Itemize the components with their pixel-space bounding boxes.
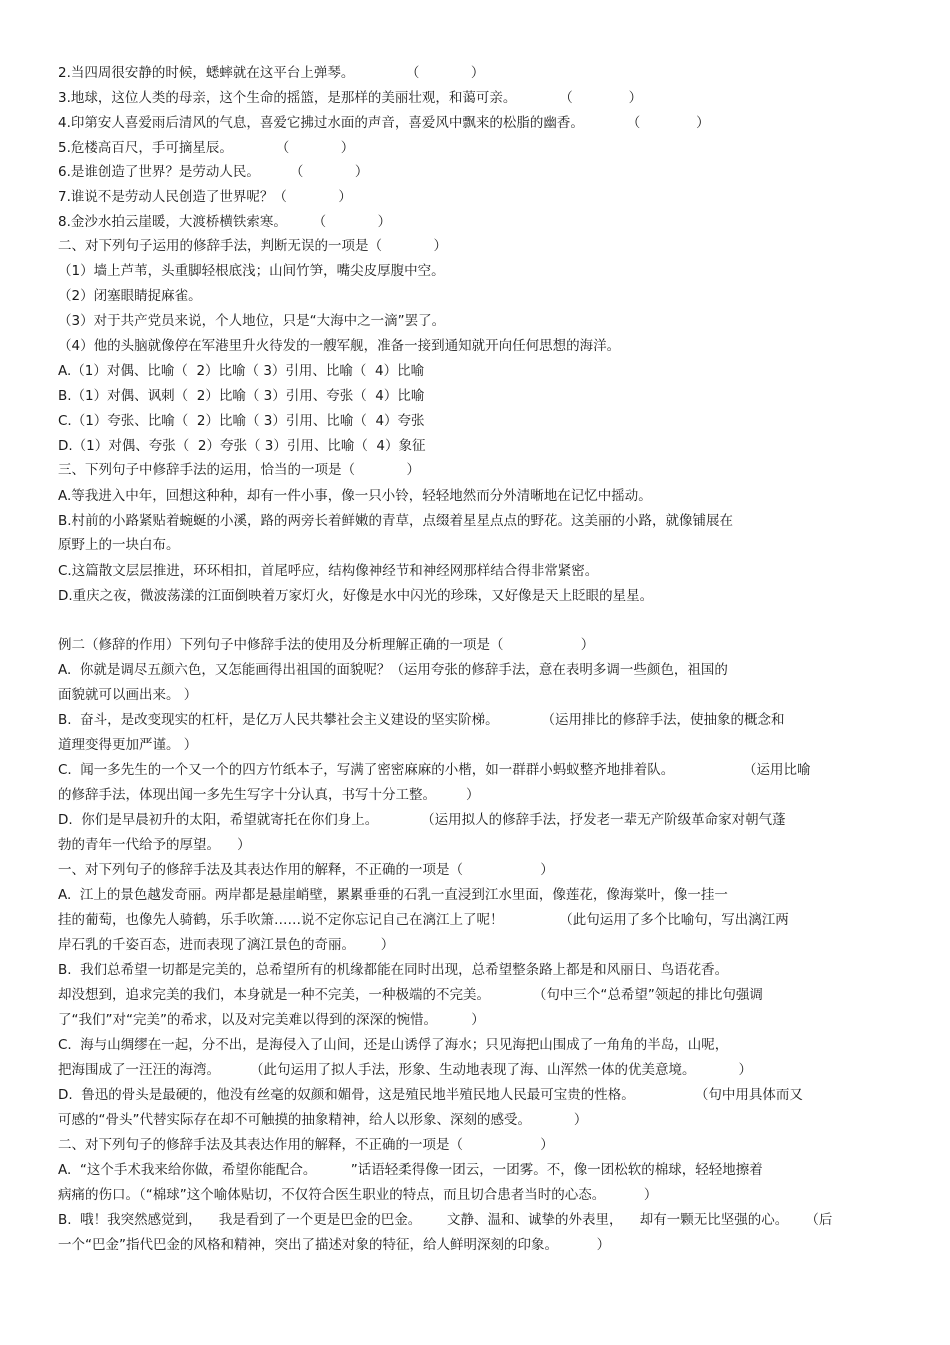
- text-line: 挂的葡萄，也像先人骑鹤，乐手吹箫……说不定你忘记自己在漓江上了呢！ （此句运用了多个比喻句，写出漓江两: [58, 912, 789, 928]
- text-line: 岸石乳的千姿百态，进而表现了漓江景色的奇丽。 ）: [58, 937, 395, 953]
- text-line: B.村前的小路紧贴着蜿蜒的小溪，路的两旁长着鲜嫩的青草，点缀着星星点点的野花。这美丽的小路，就像铺展在: [58, 513, 734, 529]
- text-line: D. 你们是早晨初升的太阳，希望就寄托在你们身上。 （运用拟人的修辞手法，抒发老一辈无产阶级革命家对朝气蓬: [58, 812, 786, 828]
- text-line: 了“我们”对“完美”的希求，以及对完美难以得到的深深的惋惜。 ）: [58, 1012, 485, 1028]
- text-line: 病痛的伤口。（“棉球”这个喻体贴切，不仅符合医生职业的特点，而且切合患者当时的心态。 ）: [58, 1187, 658, 1203]
- text-line: 一、对下列句子的修辞手法及其表达作用的解释，不正确的一项是（ ）: [58, 862, 554, 878]
- text-line: C.这篇散文层层推进，环环相扣，首尾呼应，结构像神经节和神经网那样结合得非常紧密。: [58, 563, 599, 579]
- text-line: （3）对于共产党员来说，个人地位，只是“大海中之一滴”罢了。: [58, 313, 446, 329]
- text-line: D. 鲁迅的骨头是最硬的，他没有丝毫的奴颜和媚骨，这是殖民地半殖民地人民最可宝贵的性格。 （句中用具体而又: [58, 1087, 803, 1103]
- text-line: （1）墙上芦苇，头重脚轻根底浅；山间竹笋，嘴尖皮厚腹中空。: [58, 263, 445, 279]
- text-line: B.（1）对偶、讽刺（ 2）比喻（ 3）引用、夸张（ 4）比喻: [58, 388, 425, 404]
- text-line: 6.是谁创造了世界？是劳动人民。 （ ）: [58, 164, 369, 180]
- text-line: B. 奋斗，是改变现实的杠杆，是亿万人民共攀社会主义建设的坚实阶梯。 （运用排比的修辞手法，使抽象的概念和: [58, 712, 785, 728]
- text-line: C. 闻一多先生的一个又一个的四方竹纸本子，写满了密密麻麻的小楷，如一群群小蚂蚁整齐地排着队。 （运用比喻: [58, 762, 811, 778]
- text-line: 4.印第安人喜爱雨后清风的气息，喜爱它拂过水面的声音，喜爱风中飘来的松脂的幽香。 （ ）: [58, 115, 710, 131]
- text-line: 原野上的一块白布。: [58, 537, 180, 553]
- text-line: A.（1）对偶、比喻（ 2）比喻（ 3）引用、比喻（ 4）比喻: [58, 363, 425, 379]
- text-line: 二、对下列句子的修辞手法及其表达作用的解释，不正确的一项是（ ）: [58, 1137, 554, 1153]
- text-line: 可感的“骨头”代替实际存在却不可触摸的抽象精神，给人以形象、深刻的感受。 ）: [58, 1112, 588, 1128]
- text-line: A. 江上的景色越发奇丽。两岸都是悬崖峭壁，累累垂垂的石乳一直浸到江水里面，像莲花，像海棠叶，像一挂一: [58, 887, 728, 903]
- text-line: （4）他的头脑就像停在军港里升火待发的一艘军舰，准备一接到通知就开向任何思想的海洋。: [58, 338, 621, 354]
- text-line: A. 你就是调尽五颜六色，又怎能画得出祖国的面貌呢？（运用夸张的修辞手法，意在表明多调一些颜色，祖国的: [58, 662, 728, 678]
- text-line: 2.当四周很安静的时候，蟋蟀就在这平台上弹琴。 （ ）: [58, 65, 485, 81]
- text-line: （2）闭塞眼睛捉麻雀。: [58, 288, 202, 304]
- text-line: A.等我进入中年，回想这种种，却有一件小事，像一只小铃，轻轻地然而分外清晰地在记忆中摇动。: [58, 488, 652, 504]
- text-line: 7.谁说不是劳动人民创造了世界呢？（ ）: [58, 189, 352, 205]
- text-line: 例二（修辞的作用）下列句子中修辞手法的使用及分析理解正确的一项是（ ）: [58, 637, 595, 653]
- text-line: D.（1）对偶、夸张（ 2）夸张（ 3）引用、比喻（ 4）象征: [58, 438, 426, 454]
- text-line: C.（1）夸张、比喻（ 2）比喻（ 3）引用、比喻（ 4）夸张: [58, 413, 425, 429]
- text-line: 8.金沙水拍云崖暖，大渡桥横铁索寒。 （ ）: [58, 214, 392, 230]
- text-line: C. 海与山绸缪在一起，分不出，是海侵入了山间，还是山诱俘了海水；只见海把山围成了一角角的半岛，山呢，: [58, 1037, 729, 1053]
- text-line: B. 我们总希望一切都是完美的，总希望所有的机缘都能在同时出现，总希望整条路上都是和风丽日、鸟语花香。: [58, 962, 729, 978]
- text-line: 面貌就可以画出来。 ）: [58, 687, 198, 703]
- text-line: 的修辞手法，体现出闻一多先生写字十分认真，书写十分工整。 ）: [58, 787, 480, 803]
- text-line: 把海围成了一汪汪的海湾。 （此句运用了拟人手法，形象、生动地表现了海、山浑然一体的优美意境。 ）: [58, 1062, 752, 1078]
- text-line: 5.危楼高百尺，手可摘星辰。 （ ）: [58, 140, 355, 156]
- text-line: 道理变得更加严谨。 ）: [58, 737, 198, 753]
- text-line: 却没想到，追求完美的我们，本身就是一种不完美，一种极端的不完美。 （句中三个“总希望”领起的排比句强调: [58, 987, 763, 1003]
- text-line: 一个“巴金”指代巴金的风格和精神，突出了描述对象的特征，给人鲜明深刻的印象。 ）: [58, 1237, 611, 1253]
- text-line: B. 哦！我突然感觉到， 我是看到了一个更是巴金的巴金。 文静、温和、诚挚的外表里， 却有一颗无比坚强的心。 （后: [58, 1212, 833, 1228]
- text-line: A. “这个手术我来给你做，希望你能配合。 ”话语轻柔得像一团云，一团雾。不，像一团松软的棉球，轻轻地擦着: [58, 1162, 763, 1178]
- text-line: 勃的青年一代给予的厚望。 ）: [58, 837, 251, 853]
- text-line: 三、下列句子中修辞手法的运用，恰当的一项是（ ）: [58, 462, 420, 478]
- text-line: 3.地球，这位人类的母亲，这个生命的摇篮，是那样的美丽壮观，和蔼可亲。 （ ）: [58, 90, 643, 106]
- text-line: 二、对下列句子运用的修辞手法，判断无误的一项是（ ）: [58, 238, 447, 254]
- text-line: D.重庆之夜，微波荡漾的江面倒映着万家灯火，好像是水中闪光的珍珠，又好像是天上眨眼的星星。: [58, 588, 654, 604]
